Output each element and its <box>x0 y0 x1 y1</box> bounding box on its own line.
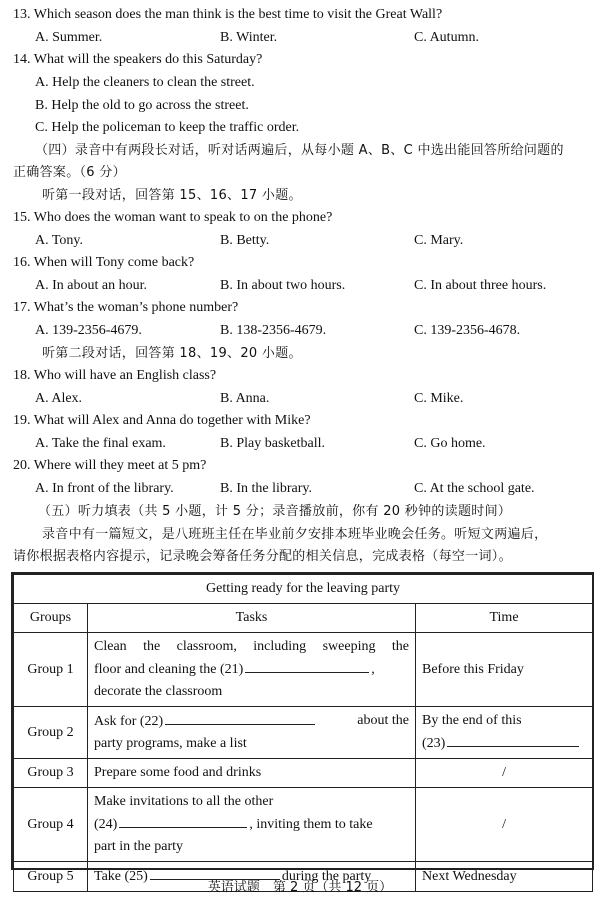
group-3-task: Prepare some food and drinks <box>88 759 416 788</box>
header-time: Time <box>416 604 593 633</box>
q18-option-c: C. Mike. <box>414 391 464 406</box>
q14-stem: 14. What will the speakers do this Saturday? <box>13 52 263 67</box>
q13-option-a: A. Summer. <box>35 30 103 45</box>
group-2-task-line2: party programs, make a list <box>94 736 247 751</box>
header-tasks: Tasks <box>88 604 416 633</box>
group-1-time: Before this Friday <box>416 633 593 707</box>
group-2-task-line1b: about the <box>357 713 409 728</box>
table-row <box>14 707 593 759</box>
group-2-label: Group 2 <box>14 707 88 759</box>
group-4-task <box>88 788 416 862</box>
q14-option-a: A. Help the cleaners to clean the street. <box>35 75 255 90</box>
dialog2-note: 听第二段对话，回答第 18、19、20 小题。 <box>42 346 302 361</box>
q19-option-a: A. Take the final exam. <box>35 436 166 451</box>
group-4-task-line1: Make invitations to all the other <box>94 794 274 809</box>
table-row <box>14 633 593 707</box>
group-2-time-line1: By the end of this <box>422 713 522 728</box>
group-5-time: Next Wednesday <box>416 862 593 892</box>
group-2-task-line1a: Ask for (22) <box>94 714 164 729</box>
q16-stem: 16. When will Tony come back? <box>13 255 195 270</box>
comma: , <box>371 662 375 677</box>
q15-option-a: A. Tony. <box>35 233 84 248</box>
group-1-task-line3: decorate the classroom <box>94 684 223 699</box>
page-footer: 英语试题 第 2 页（共 12 页） <box>207 880 393 895</box>
q20-option-a: A. In front of the library. <box>35 481 174 496</box>
group-1-task-line1: Clean the classroom, including sweeping the <box>94 639 409 654</box>
group-1-task <box>88 633 416 707</box>
blank-22[interactable] <box>165 710 315 725</box>
task-table <box>13 574 593 892</box>
q17-option-b: B. 138-2356-4679. <box>220 323 327 338</box>
q20-stem: 20. Where will they meet at 5 pm? <box>13 458 207 473</box>
table-title: Getting ready for the leaving party <box>14 575 593 604</box>
q14-option-c: C. Help the policeman to keep the traffic order. <box>35 120 300 135</box>
section5-title: （五）听力填表（共 5 小题，计 5 分；录音播放前，你有 20 秒钟的读题时间） <box>38 504 512 519</box>
group-4-task-line3: part in the party <box>94 839 184 854</box>
group-3-time: / <box>416 759 593 788</box>
q16-option-b: B. In about two hours. <box>220 278 346 293</box>
section4-instructions: （四）录音中有两段长对话，听对话两遍后，从每小题 A、B、C 中选出能回答所给问题的 <box>35 143 564 158</box>
q15-option-b: B. Betty. <box>220 233 270 248</box>
group-5-task-b: during the party <box>281 869 372 884</box>
group-4-label: Group 4 <box>14 788 88 862</box>
group-3-label: Group 3 <box>14 759 88 788</box>
q15-option-c: C. Mary. <box>414 233 464 248</box>
blank-23[interactable] <box>447 732 579 747</box>
q17-option-a: A. 139-2356-4679. <box>35 323 142 338</box>
q13-option-c: C. Autumn. <box>414 30 479 45</box>
header-groups: Groups <box>14 604 88 633</box>
q18-option-a: A. Alex. <box>35 391 83 406</box>
group-2-task <box>88 707 416 759</box>
group-2-time <box>416 707 593 759</box>
q20-option-c: C. At the school gate. <box>414 481 535 496</box>
group-1-label: Group 1 <box>14 633 88 707</box>
q19-option-c: C. Go home. <box>414 436 486 451</box>
q19-stem: 19. What will Alex and Anna do together with Mike? <box>13 413 311 428</box>
q15-stem: 15. Who does the woman want to speak to on the phone? <box>13 210 333 225</box>
section5-instructions-cont: 请你根据表格内容提示，记录晚会筹备任务分配的相关信息，完成表格（每空一词）。 <box>13 549 512 564</box>
q14-option-b: B. Help the old to go across the street. <box>35 98 249 113</box>
group-5-task-a: Take (25) <box>94 869 148 884</box>
table-row <box>14 788 593 862</box>
group-4-task-line2a: (24) <box>94 817 118 832</box>
group-2-time-line2: (23) <box>422 736 446 751</box>
section4-instructions-cont: 正确答案。（6 分） <box>13 165 126 180</box>
q13-option-b: B. Winter. <box>220 30 278 45</box>
q20-option-b: B. In the library. <box>220 481 313 496</box>
q17-option-c: C. 139-2356-4678. <box>414 323 521 338</box>
q17-stem: 17. What’s the woman’s phone number? <box>13 300 239 315</box>
q18-stem: 18. Who will have an English class? <box>13 368 217 383</box>
q18-option-b: B. Anna. <box>220 391 270 406</box>
q16-option-a: A. In about an hour. <box>35 278 147 293</box>
dialog1-note: 听第一段对话，回答第 15、16、17 小题。 <box>42 188 302 203</box>
group-1-task-line2: floor and cleaning the (21) <box>94 662 244 677</box>
q19-option-b: B. Play basketball. <box>220 436 325 451</box>
group-4-time: / <box>416 788 593 862</box>
q16-option-c: C. In about three hours. <box>414 278 547 293</box>
group-5-label: Group 5 <box>14 862 88 892</box>
section5-instructions: 录音中有一篇短文，是八班班主任在毕业前夕安排本班毕业晚会任务。听短文两遍后， <box>42 527 548 542</box>
group-4-task-line2b: , inviting them to take <box>249 817 373 832</box>
blank-24[interactable] <box>119 813 247 828</box>
table-row <box>14 759 593 788</box>
q13-stem: 13. Which season does the man think is the best time to visit the Great Wall? <box>13 7 443 22</box>
blank-21[interactable] <box>245 658 369 673</box>
